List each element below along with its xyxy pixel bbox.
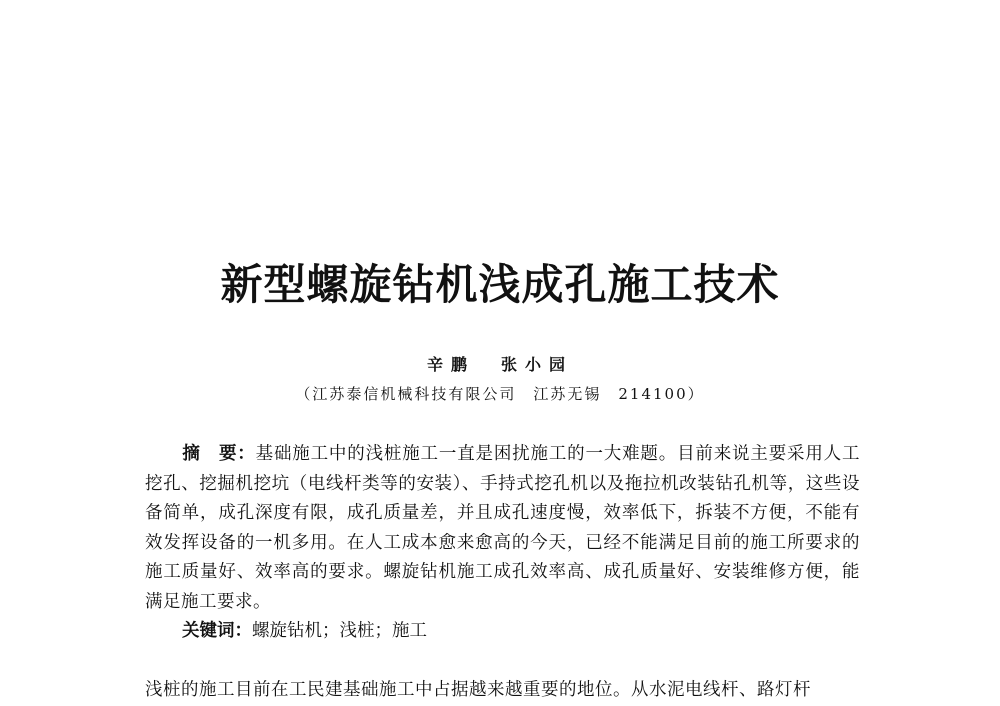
author-2: 张小园 (501, 355, 574, 374)
keywords-text: 螺旋钻机；浅桩；施工 (252, 621, 427, 641)
author-1: 辛鹏 (426, 355, 475, 374)
abstract-label: 摘 要： (182, 444, 256, 464)
authors (0, 352, 1000, 375)
keywords (182, 617, 862, 647)
affiliation: （江苏泰信机械科技有限公司 江苏无锡 214100） (295, 385, 705, 403)
abstract-text: 基础施工中的浅桩施工一直是困扰施工的一大难题。目前来说主要采用人工挖孔、挖掘机挖坑（电线杆类等的安装）、手持式挖孔机以及拖拉机改装钻孔机等，这些设备简单，成孔深度有限，成孔质量差，并且成孔速度慢，效率低下，拆装不方便，不能有效发挥设备的一机多用。在人工成本愈来愈高的今天，已经不能满足目前的施工所要求的施工质量好、效率高的要求。螺旋钻机施工成孔效率高、成孔质量好、安装维修方便，能满足施工要求。 (145, 444, 861, 612)
keywords-label: 关键词： (182, 621, 252, 641)
body-paragraph: 浅桩的施工目前在工民建基础施工中占据越来越重要的地位。从水泥电线杆、路灯杆 (145, 680, 811, 700)
abstract (145, 440, 860, 617)
paper-title: 新型螺旋钻机浅成孔施工技术 (220, 260, 780, 309)
